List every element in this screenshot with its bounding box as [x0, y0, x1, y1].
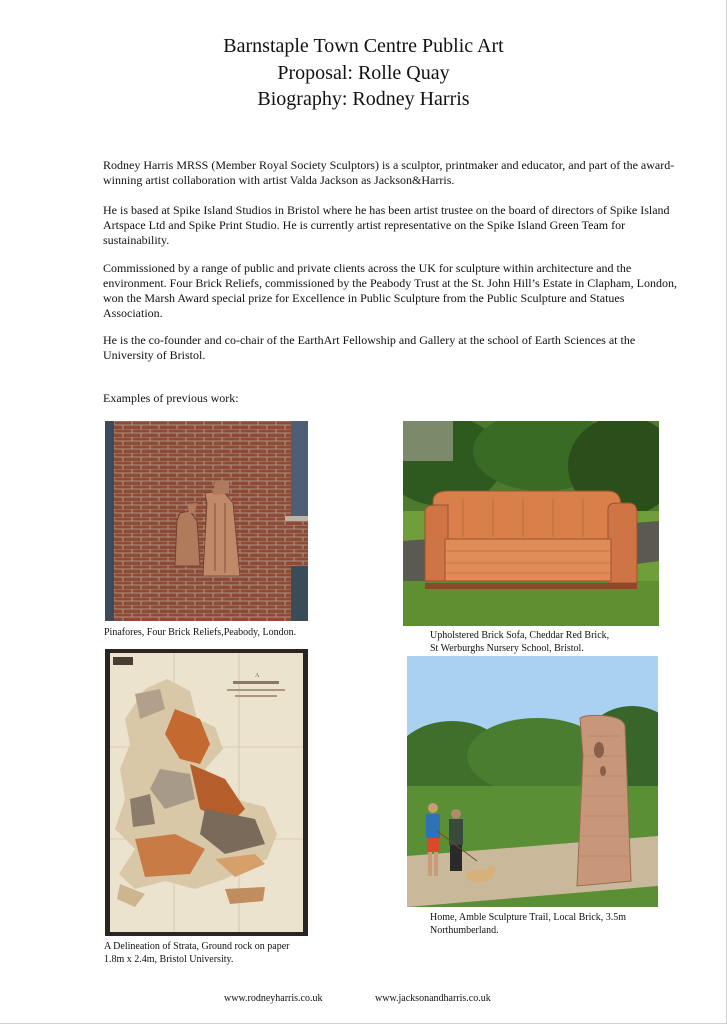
- home-caption-line-2: Northumberland.: [430, 925, 499, 936]
- rodneyharris-link[interactable]: www.rodneyharris.co.uk: [224, 993, 323, 1004]
- home-photo: [407, 656, 658, 907]
- bio-paragraph-3: Commissioned by a range of public and private clients across the UK for sculpture within architecture and the environment. Four Brick Reliefs, commissioned by the Peabody Trust at the St. John Hill’s Estate in Clapham, London, won the Marsh Award special prize for Excellence in Public Sculpture from the Public Sculpture and Statues Association.: [103, 261, 677, 320]
- home-caption-line-1: Home, Amble Sculpture Trail, Local Brick, 3.5m: [430, 912, 627, 923]
- document-title: Barnstaple Town Centre Public Art: [223, 35, 504, 57]
- sofa-caption-line-1: Upholstered Brick Sofa, Cheddar Red Brick,: [430, 630, 610, 641]
- pinafores-caption: Pinafores, Four Brick Reliefs,Peabody, London.: [104, 627, 297, 638]
- bio-paragraph-4: He is the co-founder and co-chair of the EarthArt Fellowship and Gallery at the school of Earth Sciences at the University of Bristol.: [103, 333, 636, 362]
- document-section-title: Biography: Rodney Harris: [257, 88, 470, 110]
- strata-caption-line-1: A Delineation of Strata, Ground rock on paper: [104, 941, 290, 952]
- strata-caption-line-2: 1.8m x 2.4m, Bristol University.: [104, 954, 234, 965]
- sofa-photo: [403, 421, 659, 626]
- pinafores-photo: [105, 421, 308, 621]
- document-subtitle: Proposal: Rolle Quay: [277, 62, 450, 84]
- bio-paragraph-2: He is based at Spike Island Studios in Bristol where he has been artist trustee on the board of directors of Spike Island Artspace Ltd and Spike Print Studio. He is currently artist representative on the Spike Island Green Team for sustainability.: [103, 203, 670, 247]
- strata-photo: [105, 649, 308, 936]
- jacksonandharris-link[interactable]: www.jacksonandharris.co.uk: [375, 993, 491, 1004]
- examples-heading: Examples of previous work:: [103, 391, 239, 405]
- svg-text:A: A: [255, 673, 260, 679]
- sofa-caption-line-2: St Werburghs Nursery School, Bristol.: [430, 643, 584, 654]
- bio-paragraph-1: Rodney Harris MRSS (Member Royal Society Sculptors) is a sculptor, printmaker and educator, and part of the award-winning artist collaboration with artist Valda Jackson as Jackson&Harris.: [103, 158, 675, 187]
